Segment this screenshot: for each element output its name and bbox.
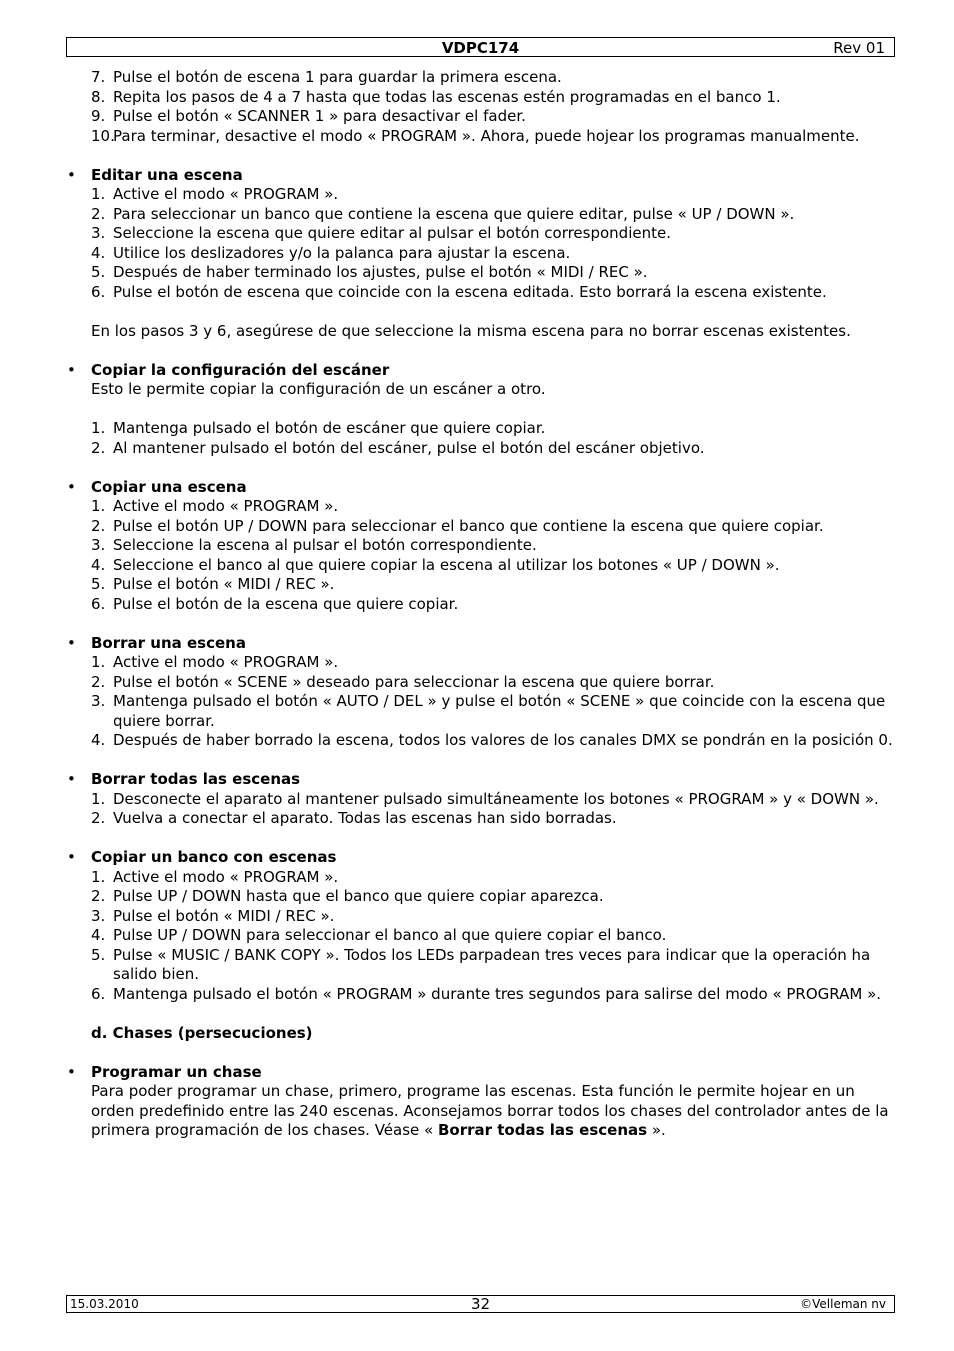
section-heading: Programar un chase (91, 1062, 262, 1081)
list-item: 6. Mantenga pulsado el botón « PROGRAM » durante tres segundos para salirse del modo « PROGRAM ». (91, 984, 882, 1003)
bullet-icon: • (67, 633, 76, 652)
section-copiar-configuracion (66, 361, 895, 459)
list-item: 6. Pulse el botón de la escena que quiere copiar. (91, 594, 459, 613)
section-heading: Borrar una escena (91, 633, 246, 652)
section-heading: Editar una escena (91, 165, 243, 184)
list-item: 5. Pulse el botón « MIDI / REC ». (91, 575, 335, 593)
section-paragraph: Para poder programar un chase, primero, programe las escenas. Esta función le permite hojear en un orden predefinido entre las 240 escenas. Aconsejamos borrar todos los chases del controlador antes de la primera programación de los chases. Véase « Borrar todas las escenas ». (91, 1082, 889, 1139)
list-item: 2. Para seleccionar un banco que contiene la escena que quiere editar, pulse « UP / DOWN ». (91, 204, 795, 223)
bullet-icon: • (67, 1062, 76, 1081)
list-item: 5. Pulse « MUSIC / BANK COPY ». Todos los LEDs parpadean tres veces para indicar que la operación ha salido bien. (91, 945, 871, 983)
footer-copyright: ©Velleman nv (800, 1297, 886, 1311)
list-item: 3. Mantenga pulsado el botón « AUTO / DEL » y pulse el botón « SCENE » que coincide con la escena que quiere borrar. (91, 692, 886, 730)
page-content (66, 68, 895, 1141)
list-item: 10. Para terminar, desactive el modo « PROGRAM ». Ahora, puede hojear los programas manualmente. (91, 126, 860, 145)
section-heading: Copiar una escena (91, 477, 247, 496)
list-item: 3. Seleccione la escena que quiere editar al pulsar el botón correspondiente. (91, 224, 671, 242)
section-heading: Copiar un banco con escenas (91, 848, 337, 866)
bullet-icon: • (67, 848, 76, 866)
list-item: 8. Repita los pasos de 4 a 7 hasta que todas las escenas estén programadas en el banco 1. (91, 87, 781, 106)
section-copiar-escena (66, 478, 895, 615)
bullet-icon: • (67, 477, 76, 496)
bullet-icon: • (67, 360, 76, 379)
list-item: 1. Active el modo « PROGRAM ». (91, 867, 339, 886)
list-item: 1. Mantenga pulsado el botón de escáner que quiere copiar. (91, 419, 546, 437)
intro-steps-list (66, 68, 895, 146)
list-item: 4. Después de haber borrado la escena, todos los valores de los canales DMX se pondrán en la posición 0. (91, 731, 893, 749)
list-item: 1. Active el modo « PROGRAM ». (91, 185, 339, 203)
list-item: 5. Después de haber terminado los ajustes, pulse el botón « MIDI / REC ». (91, 263, 648, 281)
section-note: En los pasos 3 y 6, asegúrese de que seleccione la misma escena para no borrar escenas existentes. (91, 321, 851, 340)
footer-date: 15.03.2010 (70, 1297, 139, 1311)
section-heading: Copiar la configuración del escáner (91, 360, 390, 379)
bullet-icon: • (67, 165, 76, 184)
list-item: 2. Al mantener pulsado el botón del escáner, pulse el botón del escáner objetivo. (91, 438, 705, 457)
list-item: 2. Vuelva a conectar el aparato. Todas las escenas han sido borradas. (91, 809, 617, 827)
list-item: 4. Seleccione el banco al que quiere copiar la escena al utilizar los botones « UP / DOWN ». (91, 555, 780, 574)
list-item: 1. Active el modo « PROGRAM ». (91, 653, 339, 671)
list-item: 1. Desconecte el aparato al mantener pulsado simultáneamente los botones « PROGRAM » y « DOWN ». (91, 789, 879, 808)
page-number: 32 (470, 1295, 491, 1313)
revision-label: Rev 01 (833, 39, 885, 57)
document-title: VDPC174 (441, 39, 520, 57)
section-copiar-banco (66, 848, 895, 1004)
page-footer (66, 1295, 895, 1313)
list-item: 4. Utilice los deslizadores y/o la palanca para ajustar la escena. (91, 243, 571, 262)
page-header (66, 37, 895, 57)
list-item: 9. Pulse el botón « SCANNER 1 » para desactivar el fader. (91, 107, 526, 125)
list-item: 4. Pulse UP / DOWN para seleccionar el banco al que quiere copiar el banco. (91, 926, 667, 944)
list-item: 1. Active el modo « PROGRAM ». (91, 497, 339, 515)
chapter-heading: d. Chases (persecuciones) (91, 1023, 313, 1042)
section-editar-escena (66, 166, 895, 342)
section-programar-chase (66, 1063, 895, 1141)
list-item: 3. Pulse el botón « MIDI / REC ». (91, 906, 335, 925)
list-item: 6. Pulse el botón de escena que coincide con la escena editada. Esto borrará la escena existente. (91, 282, 827, 301)
list-item: 2. Pulse el botón « SCENE » deseado para seleccionar la escena que quiere borrar. (91, 672, 715, 691)
section-heading: Borrar todas las escenas (91, 770, 301, 788)
list-item: 3. Seleccione la escena al pulsar el botón correspondiente. (91, 536, 537, 554)
section-borrar-todas (66, 770, 895, 829)
section-intro: Esto le permite copiar la configuración de un escáner a otro. (91, 380, 546, 398)
cross-reference: Borrar todas las escenas (437, 1121, 648, 1139)
bullet-icon: • (67, 770, 76, 788)
section-borrar-escena (66, 634, 895, 751)
list-item: 2. Pulse UP / DOWN hasta que el banco que quiere copiar aparezca. (91, 887, 604, 905)
list-item: 7. Pulse el botón de escena 1 para guardar la primera escena. (91, 68, 562, 86)
list-item: 2. Pulse el botón UP / DOWN para seleccionar el banco que contiene la escena que quiere copiar. (91, 516, 824, 535)
